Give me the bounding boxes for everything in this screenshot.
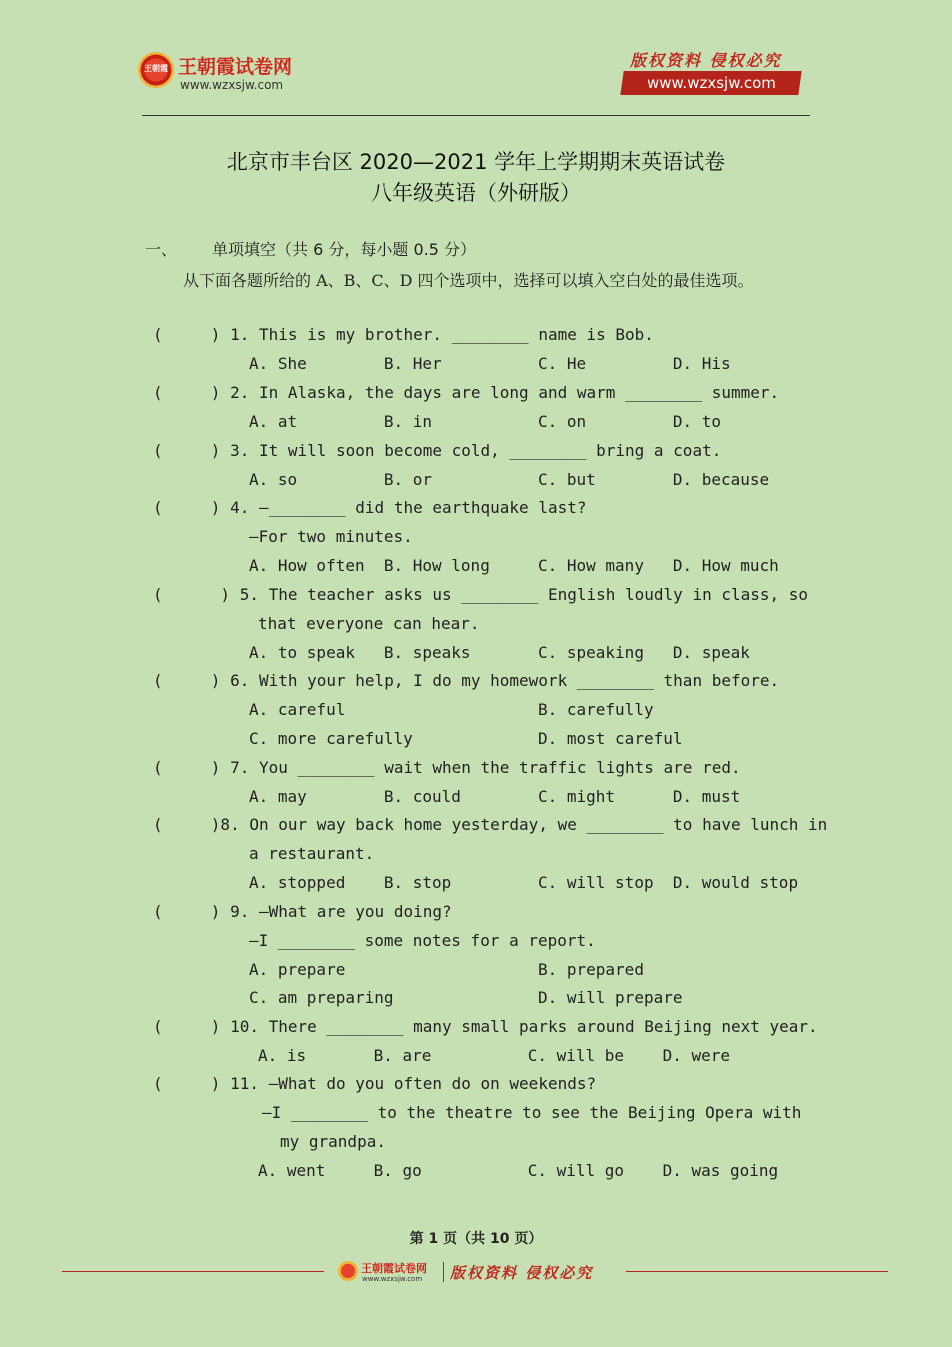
footer-logo-name: 王朝霞试卷网 <box>361 1262 427 1275</box>
question-line: ( ) 11. —What do you often do on weekends? <box>153 1074 597 1093</box>
url-banner-text: www.wzxsjw.com <box>646 74 776 92</box>
footer-logo-icon <box>338 1261 358 1281</box>
option-line: A. careful B. carefully <box>249 700 654 719</box>
option-line: A. prepare B. prepared <box>249 960 644 979</box>
section-heading: 单项填空（共 6 分，每小题 0.5 分） <box>212 240 476 259</box>
footer-separator <box>443 1262 444 1282</box>
question-line: ( ) 7. You ________ wait when the traffic lights are red. <box>153 758 741 777</box>
logo-badge-text: 王朝霞 <box>144 64 168 73</box>
option-line: A. stopped B. stop C. will stop D. would stop <box>249 873 799 892</box>
logo-badge-icon <box>138 52 174 88</box>
footer-divider-right <box>626 1271 888 1272</box>
question-line: ( ) 5. The teacher asks us ________ English loudly in class, so <box>153 585 809 604</box>
copyright-notice: 版权资料 侵权必究 <box>630 51 782 70</box>
section-number: 一、 <box>145 240 178 259</box>
url-banner[interactable] <box>620 71 801 95</box>
section-instruction: 从下面各题所给的 A、B、C、D 四个选项中，选择可以填入空白处的最佳选项。 <box>183 271 754 290</box>
option-line: A. at B. in C. on D. to <box>249 412 722 431</box>
question-line: ( ) 4. —________ did the earthquake last? <box>153 498 587 517</box>
footer-divider-left <box>62 1271 324 1272</box>
page-number: 第 1 页（共 10 页） <box>409 1231 543 1247</box>
question-line: a restaurant. <box>249 844 375 863</box>
exam-subtitle: 八年级英语（外研版） <box>371 181 581 205</box>
exam-title: 北京市丰台区 2020—2021 学年上学期期末英语试卷 <box>226 150 726 174</box>
option-line: C. am preparing D. will prepare <box>249 988 683 1007</box>
question-line: ( ) 1. This is my brother. ________ name is Bob. <box>153 325 654 344</box>
option-line: A. is B. are C. will be D. were <box>258 1046 731 1065</box>
question-line: ( ) 2. In Alaska, the days are long and warm ________ summer. <box>153 383 780 402</box>
option-line: A. went B. go C. will go D. was going <box>258 1161 779 1180</box>
question-line: —I ________ to the theatre to see the Beijing Opera with <box>262 1103 802 1122</box>
question-line: that everyone can hear. <box>258 614 480 633</box>
option-line: A. so B. or C. but D. because <box>249 470 770 489</box>
question-line: ( ) 10. There ________ many small parks around Beijing next year. <box>153 1017 818 1036</box>
footer-copyright: 版权资料 侵权必究 <box>450 1264 594 1282</box>
question-line: ( ) 3. It will soon become cold, ________ bring a coat. <box>153 441 722 460</box>
question-line: —I ________ some notes for a report. <box>249 931 596 950</box>
logo-name: 王朝霞试卷网 <box>178 56 293 78</box>
question-line: my grandpa. <box>280 1132 386 1151</box>
question-line: ( )8. On our way back home yesterday, we ________ to have lunch in <box>153 815 828 834</box>
logo-url: www.wzxsjw.com <box>180 78 284 92</box>
header-divider <box>142 115 810 116</box>
option-line: A. She B. Her C. He D. His <box>249 354 731 373</box>
question-line: —For two minutes. <box>249 527 413 546</box>
option-line: A. may B. could C. might D. must <box>249 787 741 806</box>
footer-logo-url: www.wzxsjw.com <box>362 1275 423 1283</box>
question-line: ( ) 9. —What are you doing? <box>153 902 452 921</box>
question-line: ( ) 6. With your help, I do my homework ________ than before. <box>153 671 780 690</box>
option-line: C. more carefully D. most careful <box>249 729 683 748</box>
option-line: A. to speak B. speaks C. speaking D. speak <box>249 643 750 662</box>
option-line: A. How often B. How long C. How many D. How much <box>249 556 779 575</box>
